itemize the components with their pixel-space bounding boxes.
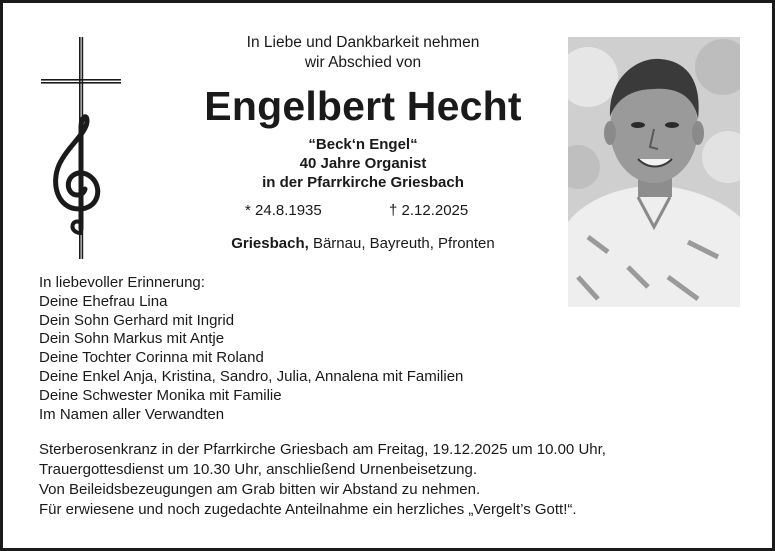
other-places: Bärnau, Bayreuth, Pfronten [308,235,495,252]
mourner-line: Deine Enkel Anja, Kristina, Sandro, Julia, Annalena mit Familien [39,367,464,385]
church-line: in der Pfarrkirche Griesbach [262,174,464,191]
mourners-list [39,274,463,424]
funeral-line: Trauergottesdienst um 10.30 Uhr, anschließend Urnenbeisetzung. [39,461,478,478]
description [153,135,573,192]
mourner-line: Dein Sohn Gerhard mit Ingrid [39,311,235,329]
places-line [153,235,573,252]
funeral-line: Von Beileidsbezeugungen am Grab bitten wir Abstand zu nehmen. [39,481,481,498]
mourner-line: Deine Tochter Corinna mit Roland [39,349,264,367]
mourner-line: Im Namen aller Verwandten [39,405,225,423]
portrait-image [568,37,740,307]
life-dates [153,202,573,222]
mourner-line: Deine Ehefrau Lina [39,292,168,310]
birth-date: * 24.8.1935 [245,202,322,219]
mourner-line: In liebevoller Erinnerung: [39,274,205,291]
funeral-line: Für erwiesene und noch zugedachte Anteilnahme ein herzliches „Vergelt’s Gott!“. [39,501,577,518]
organist-line: 40 Jahre Organist [299,155,427,172]
cross-with-treble-clef-icon [41,37,123,259]
mourner-line: Dein Sohn Markus mit Antje [39,330,225,348]
intro-line: In Liebe und Dankbarkeit nehmen [246,34,480,51]
mourner-line: Deine Schwester Monika mit Familie [39,386,282,404]
funeral-line: Sterberosenkranz in der Pfarrkirche Griesbach am Freitag, 19.12.2025 um 10.00 Uhr, [39,441,606,458]
nickname: “Beck‘n Engel“ [308,136,418,153]
portrait-photo [568,37,740,307]
intro-line: wir Abschied von [304,54,422,71]
primary-place: Griesbach, [231,235,309,252]
header-block [153,33,573,252]
intro-text [153,33,573,73]
funeral-details [39,440,606,520]
deceased-name: Engelbert Hecht [204,83,522,129]
death-date: † 2.12.2025 [389,202,469,219]
